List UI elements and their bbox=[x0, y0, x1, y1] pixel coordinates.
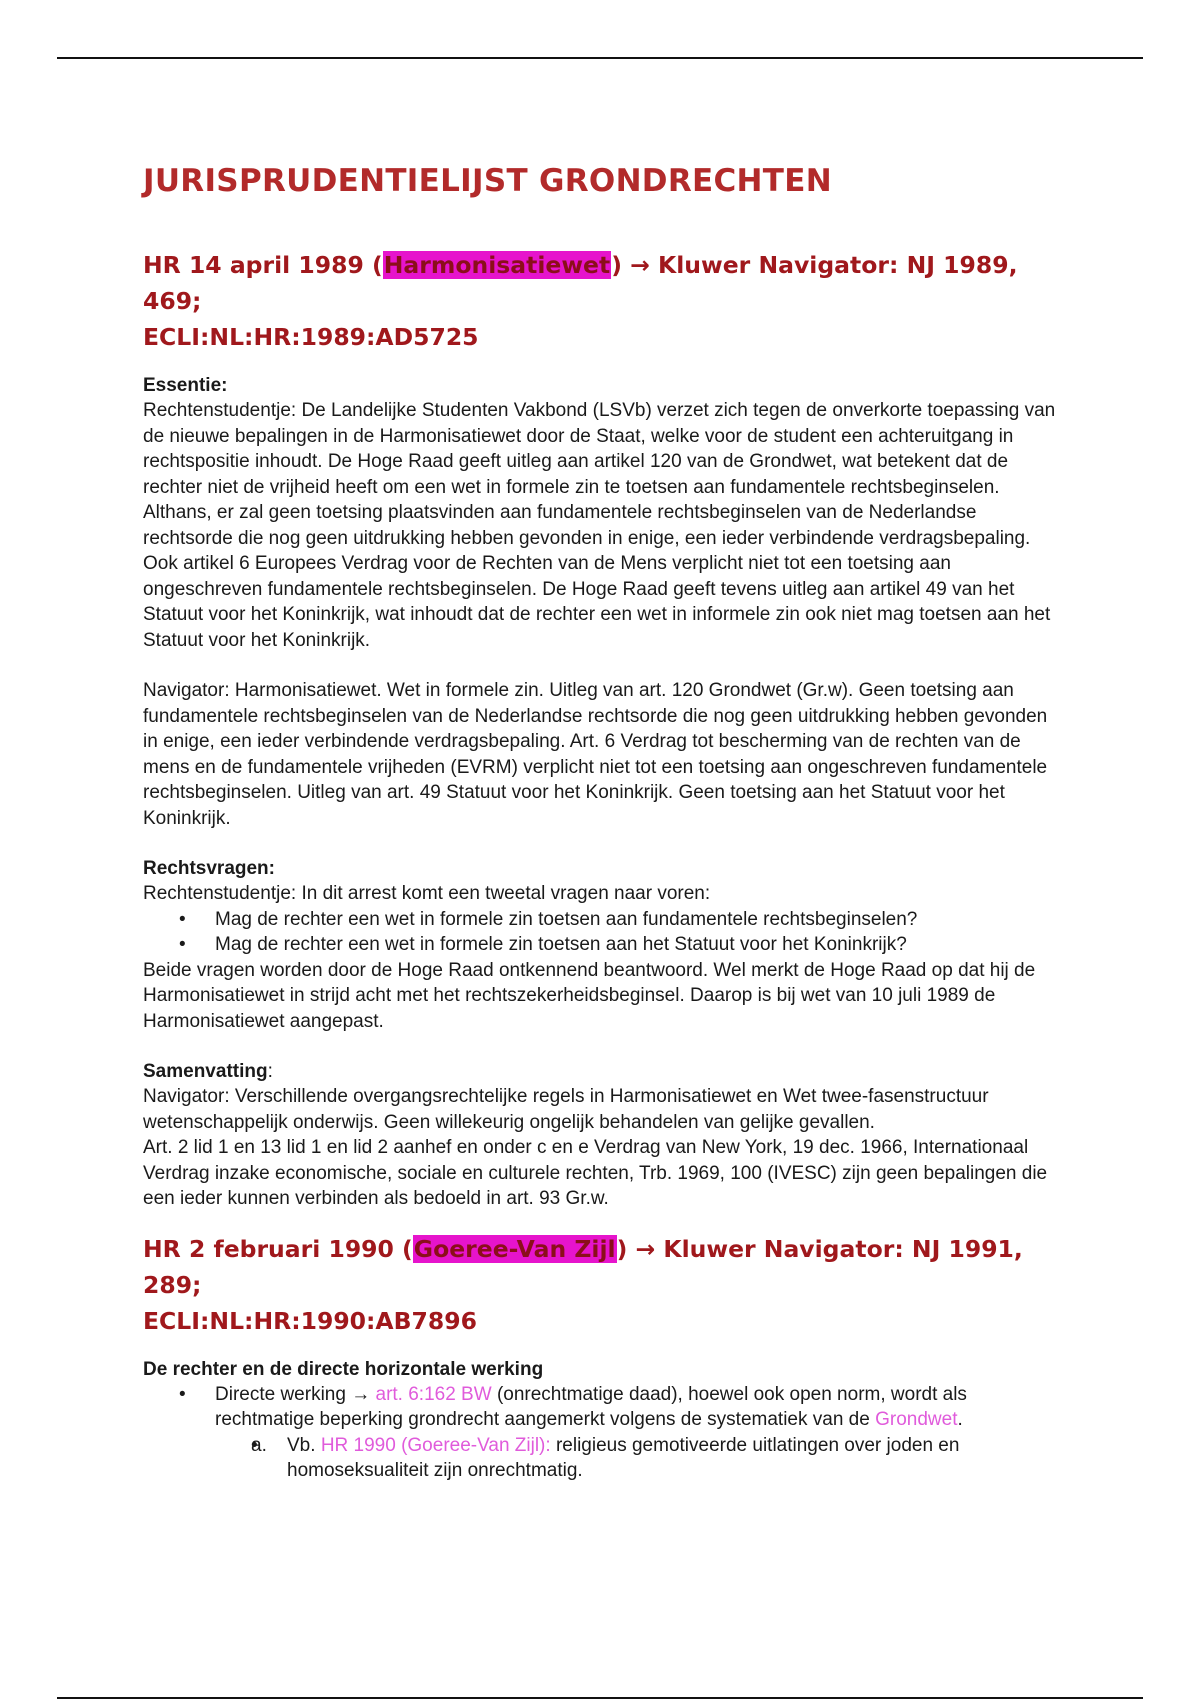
rechtsvragen-outro: Beide vragen worden door de Hoge Raad ontkennend beantwoord. Wel merkt de Hoge Raad op dat hij de Harmonisatiewet in strijd acht met het rechtszekerheidsbeginsel. Daarop is bij wet van 10 juli 1989 de Harmonisatiewet aangepast. bbox=[143, 959, 1036, 1032]
list-item: • Mag de rechter een wet in formele zin toetsen aan het Statuut voor het Koninkrijk? bbox=[215, 932, 1063, 958]
case-heading-paren: ) bbox=[616, 1234, 636, 1263]
top-rule bbox=[57, 57, 1143, 59]
case-heading-paren: ) bbox=[611, 251, 631, 279]
samenvatting-heading bbox=[143, 1059, 1063, 1084]
link-hr-1990[interactable]: HR 1990 (Goeree-Van Zijl): bbox=[320, 1434, 551, 1456]
sub-text: religieus gemotiveerde uitlatingen over joden en homoseksualiteit zijn onrechtmatig. bbox=[287, 1434, 960, 1481]
document-title: JURISPRUDENTIELIJST GRONDRECHTEN bbox=[143, 163, 832, 199]
werking-list bbox=[143, 1382, 1063, 1484]
arrow-right-icon: → bbox=[635, 1234, 656, 1263]
bullet-text: Directe werking bbox=[215, 1383, 352, 1405]
samenvatting-text-2: Art. 2 lid 1 en 13 lid 1 en lid 2 aanhef en onder c en e Verdrag van New York, 19 dec. 1966, Internationaal Verdrag inzake economische, sociale en culturele rechten, Trb. 1969, 100 (IVESC) zijn geen bepalingen die een ieder kunnen verbinden als bedoeld in art. 93 Gr.w. bbox=[143, 1137, 1048, 1209]
list-item bbox=[215, 1382, 1063, 1484]
navigator-text: Navigator: Harmonisatiewet. Wet in formele zin. Uitleg van art. 120 Grondwet (Gr.w). Geen toetsing aan fundamentele rechtsbeginselen van de Nederlandse rechtsorde die nog geen uitdrukking hebben gevonden in enige, een ieder verbindende verdragsbepaling. Art. 6 Verdrag tot bescherming van de rechten van de mens en de fundamentele vrijheden (EVRM) verplicht niet tot een toetsing aan ongeschreven fundamentele rechtsbeginselen. Uitleg van art. 49 Statuut voor het Koninkrijk. Geen toetsing aan het Statuut voor het Koninkrijk. bbox=[143, 680, 1048, 829]
link-art-6-162-bw[interactable]: art. 6:162 BW bbox=[375, 1383, 492, 1405]
case-harmonisatiewet bbox=[143, 247, 1063, 1212]
rechtsvragen-intro: Rechtenstudentje: In dit arrest komt een tweetal vragen naar voren: bbox=[143, 883, 711, 904]
essentie-label: Essentie: bbox=[143, 375, 228, 396]
bottom-rule bbox=[57, 1697, 1143, 1699]
case-source: Kluwer Navigator: NJ 1991, 289; bbox=[143, 1234, 1023, 1299]
sub-list bbox=[215, 1433, 1063, 1484]
rechtsvragen-list bbox=[143, 907, 1063, 958]
case-source: Kluwer Navigator: NJ 1989, 469; bbox=[143, 251, 1018, 315]
samenvatting-text: Navigator: Verschillende overgangsrechtelijke regels in Harmonisatiewet en Wet twee-fasenstructuur wetenschappelijk onderwijs. Geen willekeurig ongelijk behandelen van gelijke gevallen. bbox=[143, 1086, 989, 1133]
case-ecli: ECLI:NL:HR:1990:AB7896 bbox=[143, 1306, 477, 1335]
essentie-text: Rechtenstudentje: De Landelijke Studenten Vakbond (LSVb) verzet zich tegen de onverkorte toepassing van de nieuwe bepalingen in de Harmonisatiewet door de Staat, welke voor de student een achteruitgang in rechtspositie inhoudt. De Hoge Raad geeft uitleg aan artikel 120 van de Grondwet, wat betekent dat de rechter niet de vrijheid heeft om een wet in formele zin te toetsen aan fundamentele rechtsbeginselen. Althans, er zal geen toetsing plaatsvinden aan fundamentele rechtsbeginselen van de Nederlandse rechtsorde die nog geen uitdrukking hebben gevonden in enige, een ieder verbindende verdragsbepaling. Ook artikel 6 Europees Verdrag voor de Rechten van de Mens verplicht niet tot een toetsing aan ongeschreven fundamentele rechtsbeginselen. De Hoge Raad geeft tevens uitleg aan artikel 49 van het Statuut voor het Koninkrijk, wat inhoudt dat de rechter een wet in informele zin ook niet mag toetsen aan het Statuut voor het Koninkrijk. bbox=[143, 400, 1056, 651]
rechtsvragen-label: Rechtsvragen: bbox=[143, 858, 275, 879]
list-item bbox=[251, 1433, 1063, 1484]
document-body bbox=[143, 163, 1063, 1484]
arrow-right-icon: → bbox=[351, 1383, 371, 1405]
case-name-highlight: Goeree-Van Zijl bbox=[413, 1234, 616, 1263]
case-ecli: ECLI:NL:HR:1989:AD5725 bbox=[143, 323, 479, 351]
link-grondwet[interactable]: Grondwet bbox=[875, 1409, 958, 1430]
case-heading bbox=[143, 1231, 1063, 1339]
sub-marker: • a. bbox=[251, 1434, 267, 1456]
case-name-highlight: Harmonisatiewet bbox=[383, 251, 611, 279]
list-item: • Mag de rechter een wet in formele zin toetsen aan fundamentele rechtsbeginselen? bbox=[215, 907, 1063, 933]
samenvatting-colon: : bbox=[267, 1061, 273, 1082]
case-goeree-van-zijl bbox=[143, 1231, 1063, 1484]
bullet-text-end: . bbox=[957, 1409, 963, 1430]
case-date: HR 14 april 1989 ( bbox=[143, 251, 383, 279]
section-label: De rechter en de directe horizontale werking bbox=[143, 1358, 544, 1380]
sub-text-pre: Vb. bbox=[287, 1434, 321, 1456]
samenvatting-label: Samenvatting bbox=[143, 1061, 268, 1082]
case-date: HR 2 februari 1990 ( bbox=[143, 1234, 413, 1263]
bullet-text-mid: (onrechtmatige daad), hoewel ook open norm, wordt als rechtmatige beperking grondrecht aangemerkt volgens de systematiek van de bbox=[215, 1383, 967, 1430]
arrow-right-icon: → bbox=[630, 251, 650, 279]
case-heading bbox=[143, 247, 1063, 355]
